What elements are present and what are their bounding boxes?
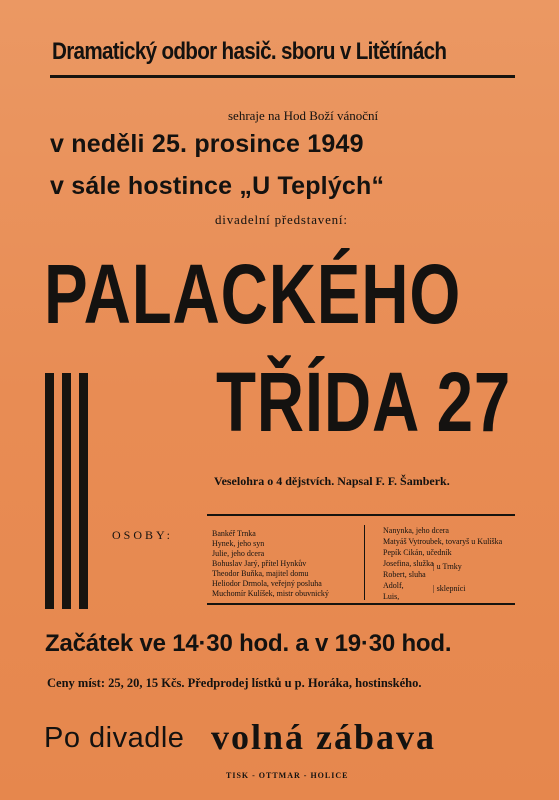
cast-member: Luis, [383, 592, 400, 601]
cast-note-trnka: | u Trnky [433, 562, 462, 571]
performance-label: divadelní představení: [215, 212, 348, 227]
start-time-line: Začátek ve 14·30 hod. a v 19·30 hod. [45, 630, 452, 657]
cast-divider [364, 525, 365, 600]
cast-member: Matyáš Vytroubek, tovaryš u Kulíška [383, 537, 503, 546]
venue-line: v sále hostince „U Teplých“ [50, 172, 385, 200]
cast-note-sklepnici: | sklepníci [433, 584, 466, 593]
title-line-2: TŘÍDA 27 [216, 355, 512, 449]
cast-label: OSOBY: [112, 528, 173, 542]
cast-member: Robert, sluha [383, 570, 426, 579]
cast-bottom-rule [207, 603, 515, 605]
cast-member: Julie, jeho dcera [212, 549, 265, 558]
party-text: volná zábava [211, 717, 437, 757]
cast-member: Pepík Cikán, učedník [383, 548, 452, 557]
title-line-1: PALACKÉHO [44, 247, 462, 341]
decorative-bar [79, 373, 88, 609]
cast-top-rule [207, 514, 515, 516]
cast-list-left [212, 529, 329, 599]
cast-member: Theodor Buňka, majitel domu [212, 569, 309, 578]
cast-list-right [383, 525, 502, 602]
cast-member: Heliodor Drmola, veřejný posluha [212, 579, 322, 588]
decorative-bar [45, 373, 54, 609]
cast-member: Bohuslav Jarý, přítel Hynkův [212, 559, 307, 568]
cast-member: Bankéř Trnka [212, 529, 256, 538]
header-rule [50, 75, 515, 78]
cast-member: Nanynka, jeho dcera [383, 526, 449, 535]
after-text: Po divadle [44, 722, 185, 754]
cast-member: Muchomír Kulíšek, mistr obuvnický [212, 589, 329, 598]
play-subtitle: Veselohra o 4 dějstvích. Napsal F. F. Šamberk. [214, 474, 450, 488]
date-line: v neděli 25. prosince 1949 [50, 130, 364, 158]
cast-member: Hynek, jeho syn [212, 539, 265, 548]
prices-line: Ceny míst: 25, 20, 15 Kčs. Předprodej lístků u p. Horáka, hostinského. [47, 676, 422, 690]
printer-credit: TISK - OTTMAR - HOLICE [226, 771, 349, 780]
intro-text: sehraje na Hod Boží vánoční [228, 108, 379, 123]
organizer-heading: Dramatický odbor hasič. sboru v Litětínách [52, 38, 447, 65]
cast-member: Adolf, [383, 581, 404, 590]
decorative-bar [62, 373, 71, 609]
cast-member: Josefina, služka [383, 559, 434, 568]
